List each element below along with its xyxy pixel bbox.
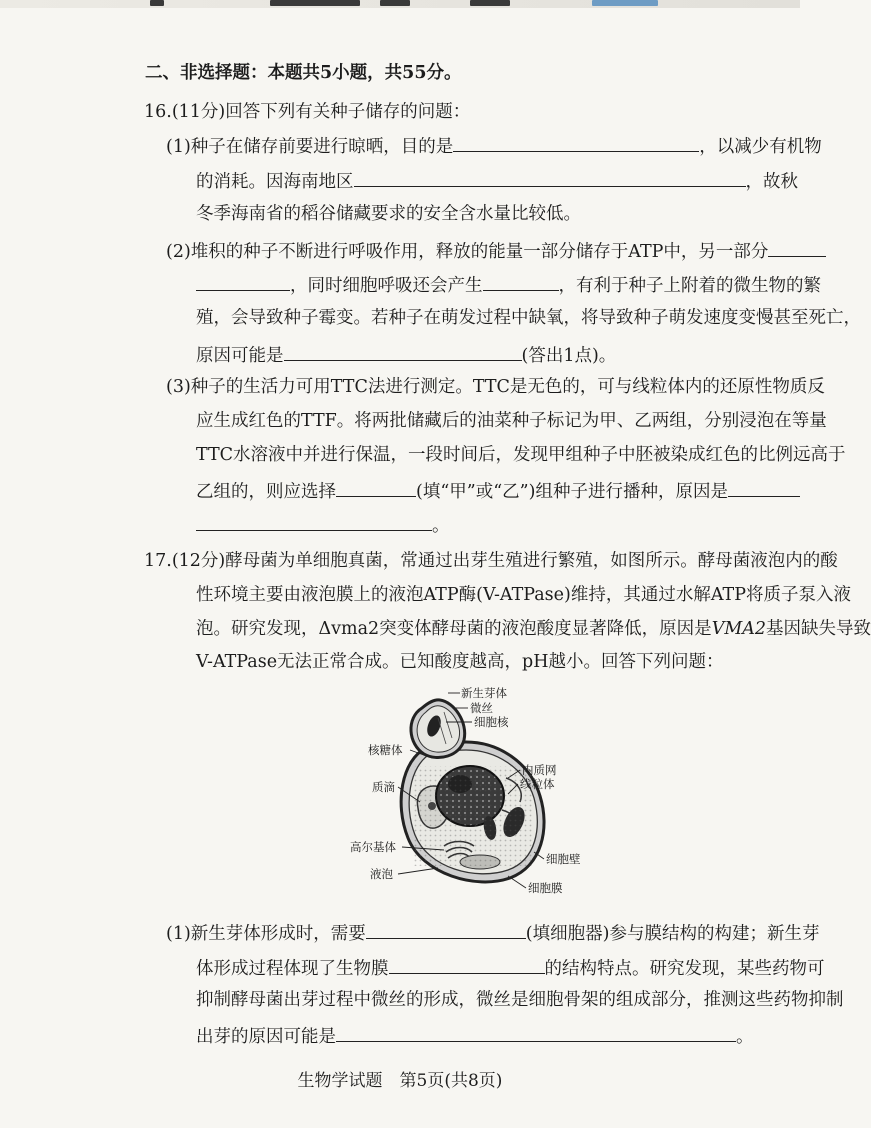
label-membrane: 细胞膜 bbox=[528, 881, 563, 895]
page-footer: 生物学试题 第5页(共8页) bbox=[297, 1071, 503, 1091]
q17-line2: 性环境主要由液泡膜上的液泡ATP酶(V-ATPase)维持，其通过水解ATP将质子泵入液 bbox=[196, 585, 851, 605]
answer-blank[interactable] bbox=[366, 920, 526, 939]
q16-part2-line3: 殖，会导致种子霉变。若种子在萌发过程中缺氧，将导致种子萌发速度变慢甚至死亡， bbox=[196, 308, 861, 328]
q17-part1-line4: 出芽的原因可能是 。 bbox=[196, 1023, 754, 1048]
top-edge-mark bbox=[150, 0, 164, 6]
q16-part3-line5: 。 bbox=[196, 512, 450, 537]
q17-part1-line3: 抑制酵母菌出芽过程中微丝的形成，微丝是细胞骨架的组成部分，推测这些药物抑制 bbox=[196, 990, 844, 1010]
q17-line4: V-ATPase无法正常合成。已知酸度越高，pH越小。回答下列问题： bbox=[196, 652, 724, 672]
q16-part3-line3: TTC水溶液中并进行保温，一段时间后，发现甲组种子中胚被染成红色的比例远高于 bbox=[196, 445, 846, 465]
q16-part2-line4: 原因可能是 (答出1点)。 bbox=[196, 342, 616, 367]
q16-part3-line4: 乙组的，则应选择 (填“甲”或“乙”)组种子进行播种，原因是 bbox=[196, 478, 800, 503]
q16-part1-line1: (1)种子在储存前要进行晾晒，目的是 ，以减少有机物 bbox=[166, 133, 822, 158]
label-lipid: 质滴 bbox=[372, 780, 395, 794]
top-edge-mark bbox=[470, 0, 510, 6]
top-edge-mark bbox=[380, 0, 410, 6]
answer-blank[interactable] bbox=[768, 238, 826, 257]
label-vacuole: 液泡 bbox=[370, 867, 393, 881]
answer-blank[interactable] bbox=[728, 478, 800, 497]
label-nucleus: 细胞核 bbox=[474, 715, 509, 729]
label-er: 内质网 bbox=[522, 763, 557, 777]
top-edge-mark bbox=[270, 0, 360, 6]
label-ribosome: 核糖体 bbox=[368, 743, 403, 757]
q16-heading: 16.(11分)回答下列有关种子储存的问题： bbox=[144, 102, 471, 122]
q17-part1-line1: (1)新生芽体形成时，需要 (填细胞器)参与膜结构的构建；新生芽 bbox=[166, 920, 819, 945]
yeast-cell-figure bbox=[348, 678, 588, 898]
answer-blank[interactable] bbox=[284, 342, 522, 361]
q17-line1: 17.(12分)酵母菌为单细胞真菌，常通过出芽生殖进行繁殖，如图所示。酵母菌液泡内的酸 bbox=[144, 551, 838, 571]
q16-part2-line1: (2)堆积的种子不断进行呼吸作用，释放的能量一部分储存于ATP中，另一部分 bbox=[166, 238, 826, 263]
answer-blank[interactable] bbox=[196, 512, 432, 531]
label-cell-wall: 细胞壁 bbox=[546, 852, 581, 866]
q16-part3-line1: (3)种子的生活力可用TTC法进行测定。TTC是无色的，可与线粒体内的还原性物质反 bbox=[166, 377, 825, 397]
answer-blank[interactable] bbox=[336, 478, 416, 497]
label-bud: 新生芽体 bbox=[461, 686, 507, 700]
answer-blank[interactable] bbox=[354, 168, 746, 187]
q16-part1-line3: 冬季海南省的稻谷储藏要求的安全含水量比较低。 bbox=[196, 204, 581, 224]
q16-part1-line2: 的消耗。因海南地区 ，故秋 bbox=[196, 168, 798, 193]
answer-blank[interactable] bbox=[483, 272, 559, 291]
q17-part1-line2: 体形成过程体现了生物膜 的结构特点。研究发现，某些药物可 bbox=[196, 955, 825, 980]
label-microfilament: 微丝 bbox=[470, 701, 493, 715]
ribosome-dots bbox=[412, 766, 532, 866]
gene-name: VMA2 bbox=[711, 619, 767, 639]
q16-part2-line2: ，同时细胞呼吸还会产生 ，有利于种子上附着的微生物的繁 bbox=[196, 272, 821, 297]
q16-part3-line2: 应生成红色的TTF。将两批储藏后的油菜种子标记为甲、乙两组，分别浸泡在等量 bbox=[196, 411, 827, 431]
q17-line3: 泡。研究发现，Δvma2突变体酵母菌的液泡酸度显著降低，原因是VMA2基因缺失导致 bbox=[196, 619, 871, 639]
section-title: 二、非选择题：本题共5小题，共55分。 bbox=[145, 63, 462, 83]
answer-blank[interactable] bbox=[453, 133, 699, 152]
answer-blank[interactable] bbox=[389, 955, 545, 974]
label-golgi: 高尔基体 bbox=[350, 840, 396, 854]
answer-blank[interactable] bbox=[196, 272, 290, 291]
label-mitochondrion: 线粒体 bbox=[520, 777, 555, 791]
top-edge-mark bbox=[592, 0, 658, 6]
answer-blank[interactable] bbox=[336, 1023, 736, 1042]
